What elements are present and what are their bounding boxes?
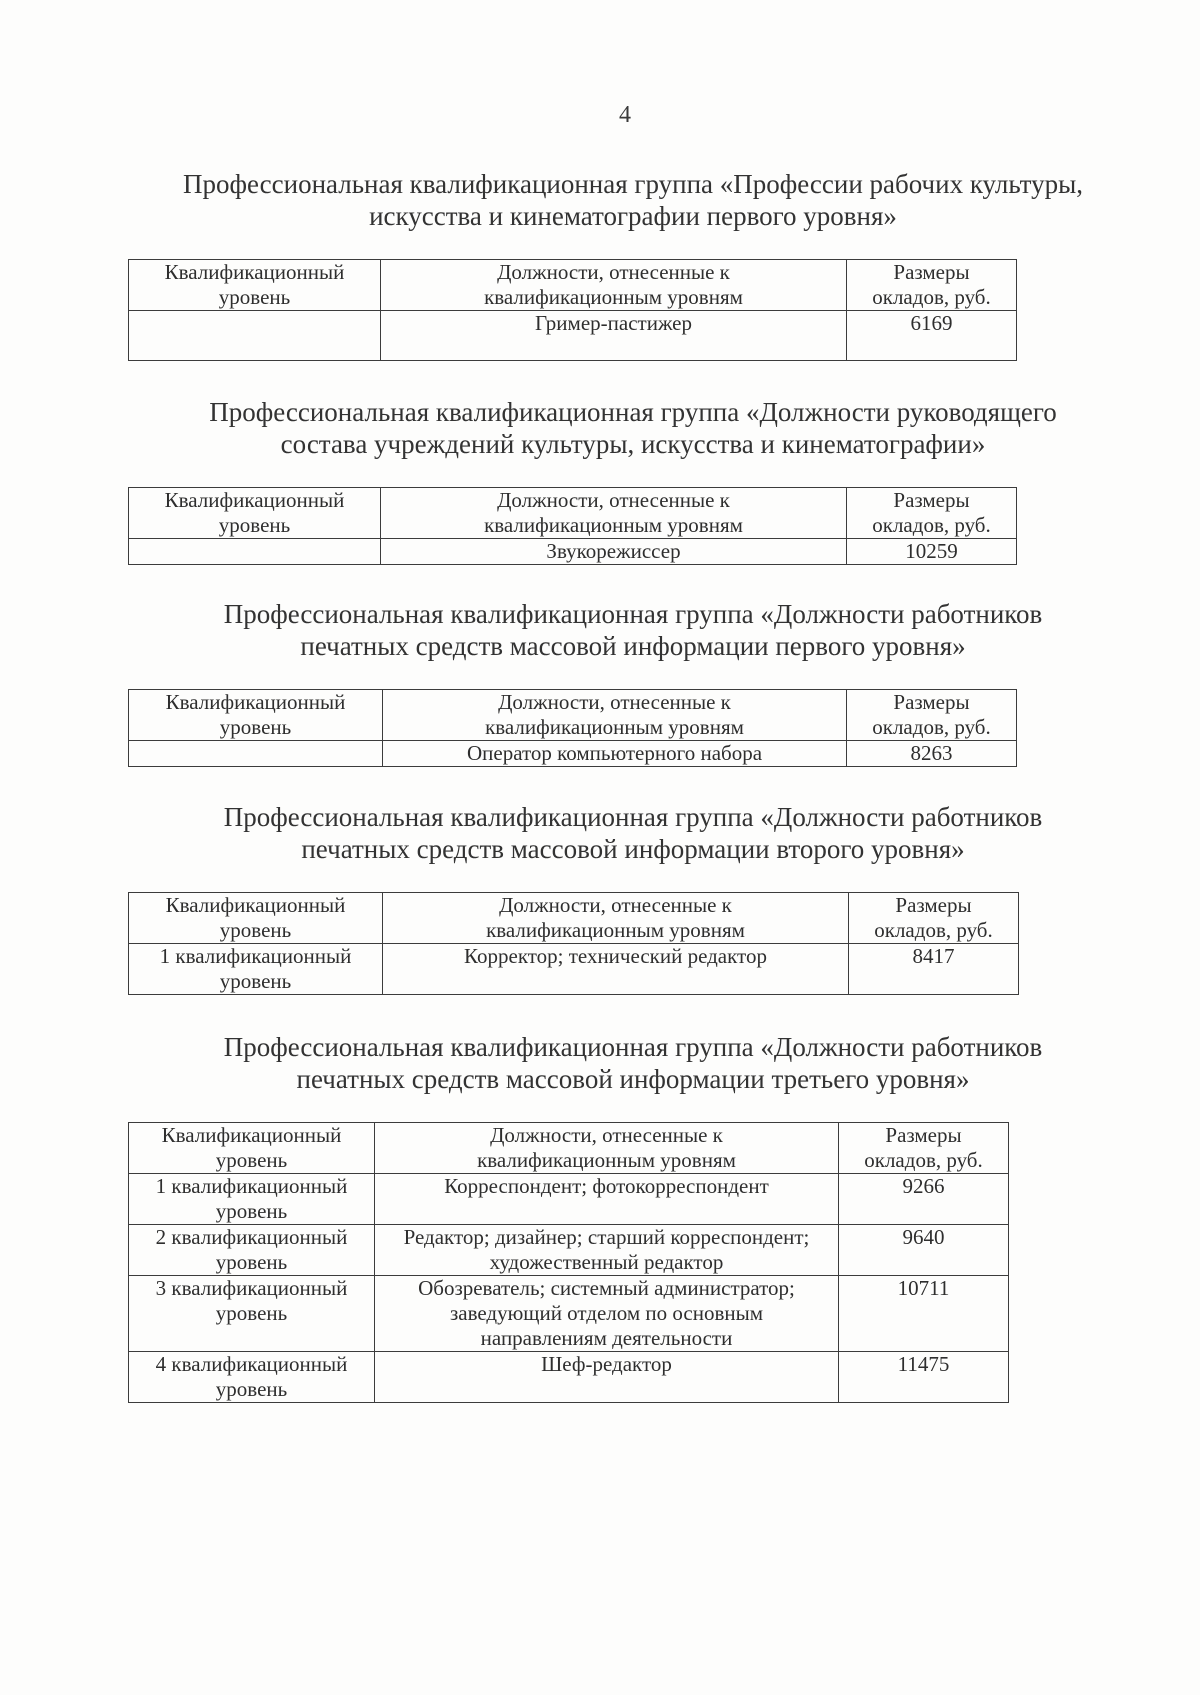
cell-level: [129, 311, 381, 361]
cell-positions: Редактор; дизайнер; старший корреспондент; художественный редактор: [375, 1225, 839, 1276]
cell-salary: 9266: [839, 1174, 1009, 1225]
section-title: Профессиональная квалификационная группа «Профессии рабочих культуры, искусства и кинематографии первого уровня»: [183, 169, 1083, 231]
cell-level: 3 квалификационный уровень: [129, 1276, 375, 1352]
cell-positions: Звукорежиссер: [381, 539, 847, 565]
header-positions: Должности, отнесенные к квалификационным уровням: [383, 690, 847, 741]
cell-salary: 9640: [839, 1225, 1009, 1276]
table-row: [129, 1352, 1009, 1403]
section-title: Профессиональная квалификационная группа «Должности руководящего состава учреждений культуры, искусства и кинематографии»: [209, 397, 1057, 459]
header-positions: Должности, отнесенные к квалификационным уровням: [375, 1123, 839, 1174]
salary-table: [128, 1122, 1009, 1403]
table-row: [129, 944, 1019, 995]
header-salary: Размеры окладов, руб.: [849, 893, 1019, 944]
section-workers-culture: [128, 168, 1138, 361]
table-row: [129, 1174, 1009, 1225]
header-salary: Размеры окладов, руб.: [847, 690, 1017, 741]
cell-salary: 10711: [839, 1276, 1009, 1352]
header-level: Квалификационный уровень: [129, 260, 381, 311]
section-print-media-first: [128, 598, 1138, 767]
cell-level: [129, 741, 383, 767]
header-level: Квалификационный уровень: [129, 690, 383, 741]
cell-positions: Обозреватель; системный администратор; заведующий отделом по основным направлениям деятельности: [375, 1276, 839, 1352]
header-salary: Размеры окладов, руб.: [847, 260, 1017, 311]
table-header-row: [129, 690, 1017, 741]
salary-table: [128, 689, 1017, 767]
cell-salary: 11475: [839, 1352, 1009, 1403]
salary-table: [128, 487, 1017, 565]
cell-level: 4 квалификационный уровень: [129, 1352, 375, 1403]
table-header-row: [129, 488, 1017, 539]
section-title: Профессиональная квалификационная группа «Должности работников печатных средств массовой информации третьего уровня»: [223, 1032, 1043, 1094]
table-row: [129, 311, 1017, 361]
section-print-media-third: [128, 1031, 1138, 1403]
cell-salary: 6169: [847, 311, 1017, 361]
table-header-row: [129, 893, 1019, 944]
cell-positions: Шеф-редактор: [375, 1352, 839, 1403]
salary-table: [128, 259, 1017, 361]
header-positions: Должности, отнесенные к квалификационным уровням: [381, 488, 847, 539]
salary-table: [128, 892, 1019, 995]
table-row: [129, 1276, 1009, 1352]
cell-salary: 8417: [849, 944, 1019, 995]
table-row: [129, 741, 1017, 767]
table-row: [129, 539, 1017, 565]
header-positions: Должности, отнесенные к квалификационным уровням: [383, 893, 849, 944]
section-leaders-culture: [128, 396, 1138, 565]
cell-level: 1 квалификационный уровень: [129, 944, 383, 995]
cell-positions: Оператор компьютерного набора: [383, 741, 847, 767]
page-number: 4: [619, 102, 631, 128]
cell-positions: Гример-пастижер: [381, 311, 847, 361]
header-level: Квалификационный уровень: [129, 1123, 375, 1174]
cell-level: 2 квалификационный уровень: [129, 1225, 375, 1276]
header-level: Квалификационный уровень: [129, 488, 381, 539]
section-title: Профессиональная квалификационная группа «Должности работников печатных средств массовой информации второго уровня»: [223, 802, 1043, 864]
cell-salary: 10259: [847, 539, 1017, 565]
section-title: Профессиональная квалификационная группа «Должности работников печатных средств массовой информации первого уровня»: [223, 599, 1043, 661]
section-print-media-second: [128, 801, 1138, 995]
header-salary: Размеры окладов, руб.: [847, 488, 1017, 539]
table-header-row: [129, 260, 1017, 311]
cell-level: 1 квалификационный уровень: [129, 1174, 375, 1225]
header-salary: Размеры окладов, руб.: [839, 1123, 1009, 1174]
table-row: [129, 1225, 1009, 1276]
table-header-row: [129, 1123, 1009, 1174]
cell-level: [129, 539, 381, 565]
header-positions: Должности, отнесенные к квалификационным уровням: [381, 260, 847, 311]
cell-positions: Корректор; технический редактор: [383, 944, 849, 995]
cell-salary: 8263: [847, 741, 1017, 767]
header-level: Квалификационный уровень: [129, 893, 383, 944]
cell-positions: Корреспондент; фотокорреспондент: [375, 1174, 839, 1225]
